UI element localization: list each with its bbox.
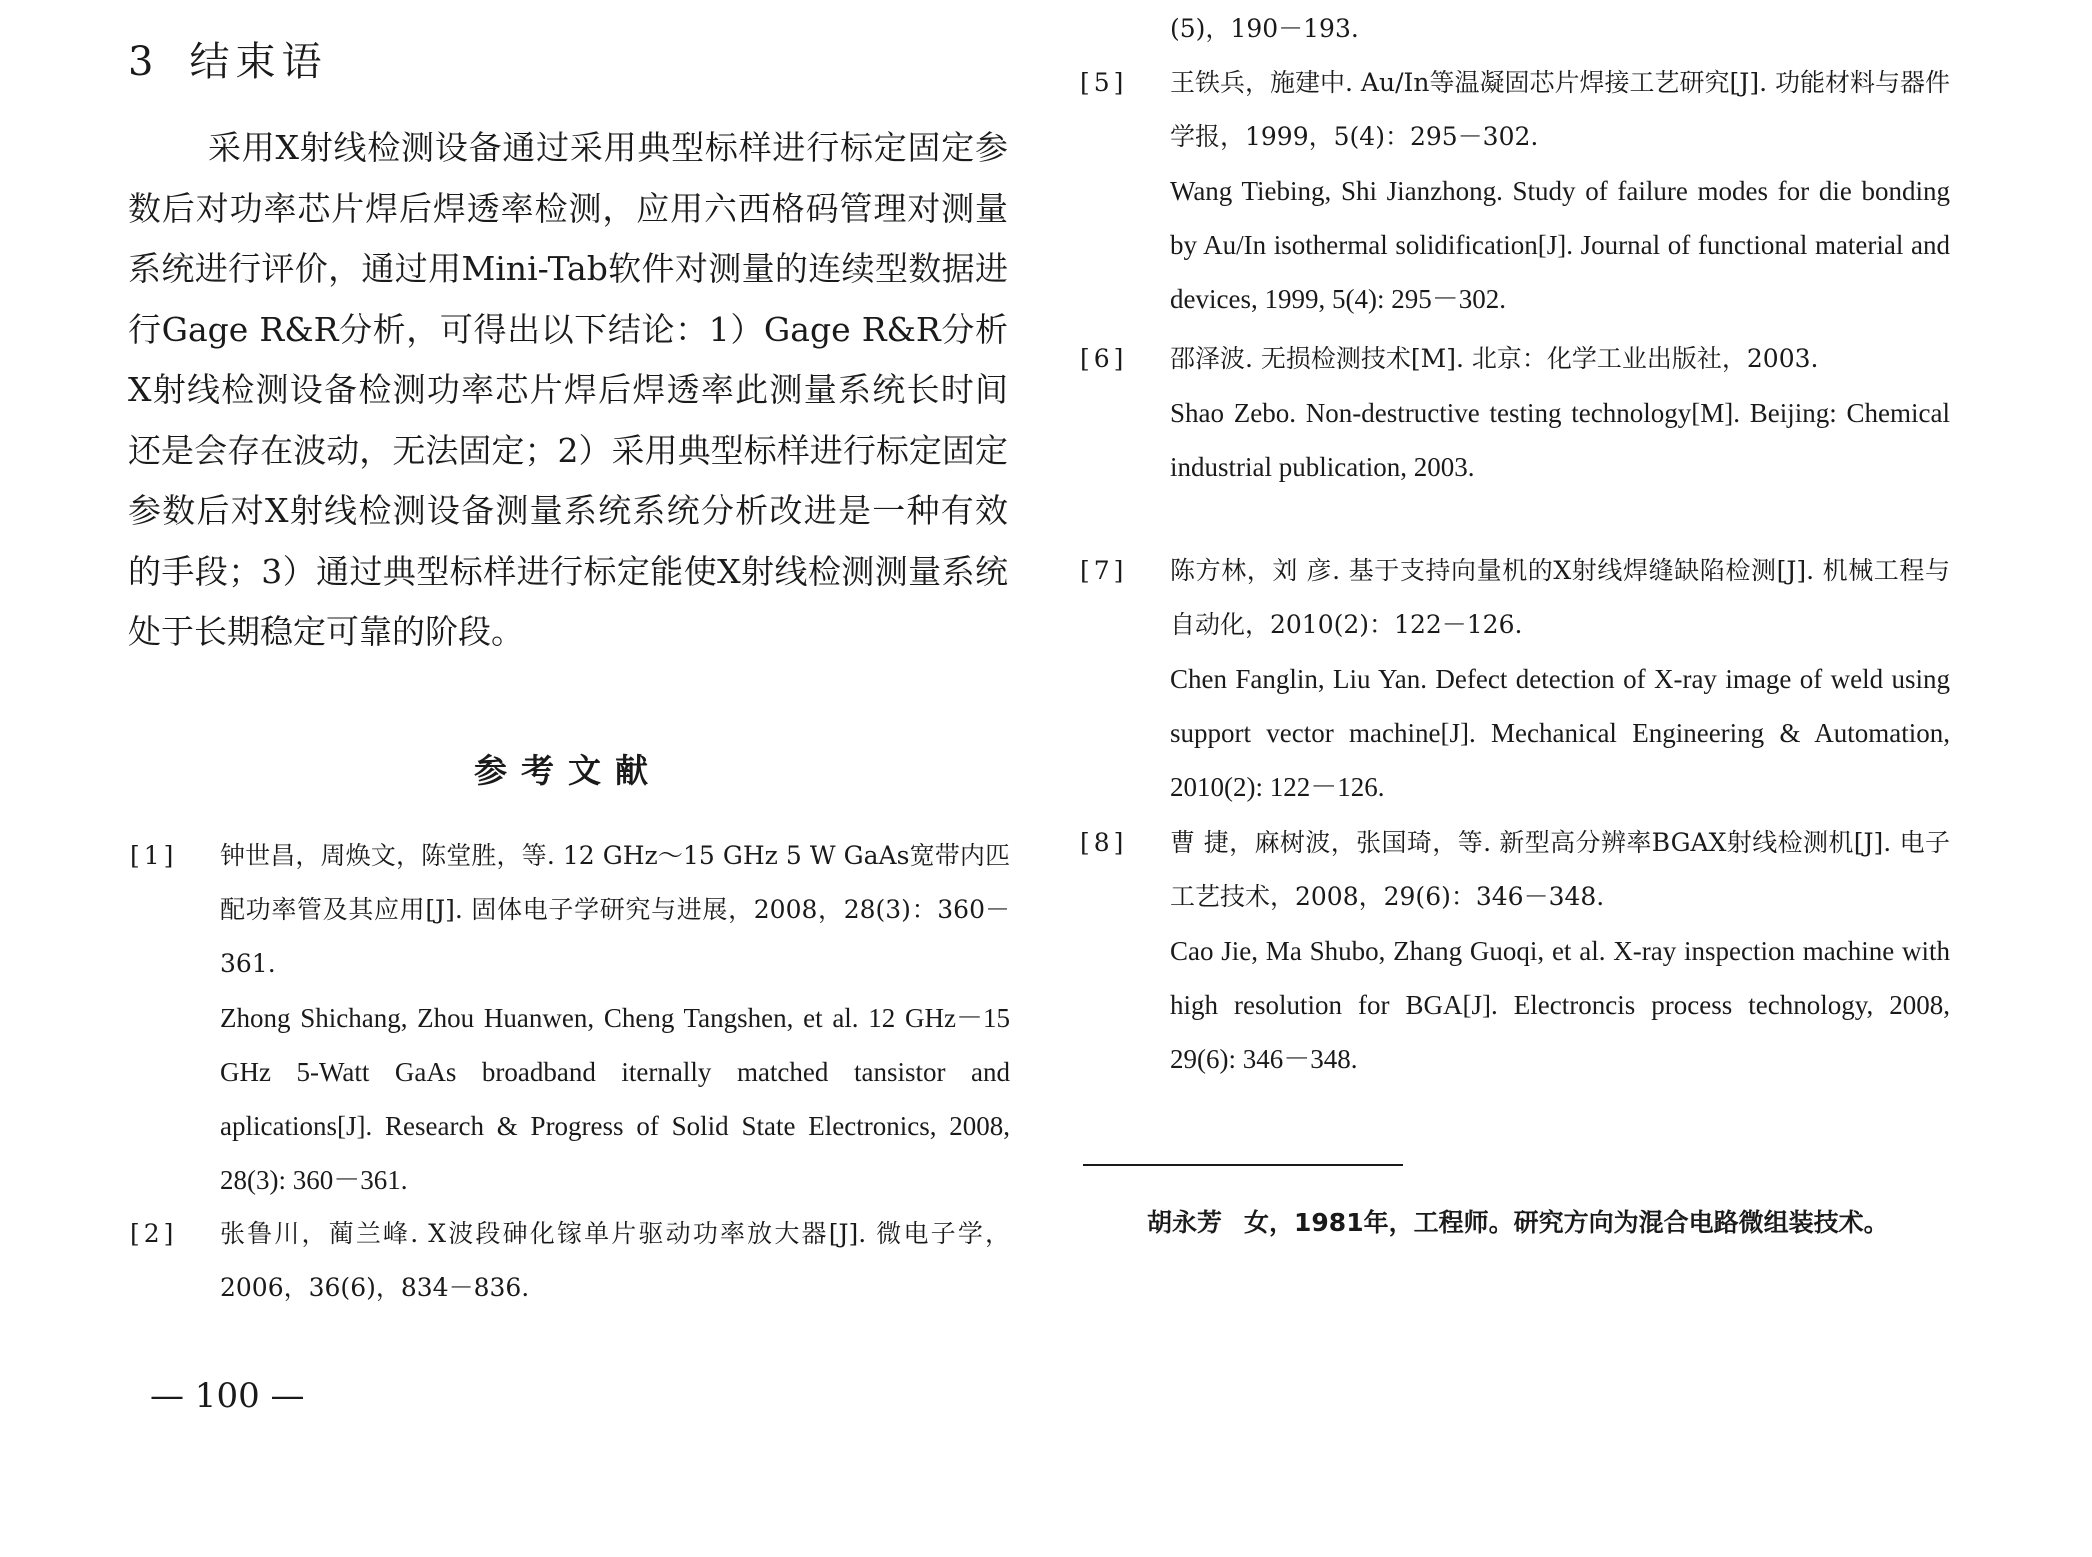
section-heading	[128, 30, 327, 87]
reference-en: Shao Zebo. Non-destructive testing technology[M]. Beijing: Chemical industrial publication, 2003.	[1170, 398, 1950, 482]
section-title: 结束语	[189, 39, 328, 85]
reference-en: Chen Fanglin, Liu Yan. Defect detection of X-ray image of weld using support vector machine[J]. Mechanical Engineering & Automation, 2010(2): 122－126.	[1170, 664, 1950, 802]
reference-en: Zhong Shichang, Zhou Huanwen, Cheng Tangshen, et al. 12 GHz－15 GHz 5-Watt GaAs broadband iternally matched tansistor and aplications[J]. Research & Progress of Solid State Electronics, 2008, 28(3): 360－361.	[220, 1003, 1010, 1195]
reference-en: Cao Jie, Ma Shubo, Zhang Guoqi, et al. X-ray inspection machine with high resolution for BGA[J]. Electroncis process technology, 2008, 29(6): 346－348.	[1170, 936, 1950, 1074]
reference-7	[1080, 544, 1950, 814]
reference-continuation: (5)，190－193.	[1170, 14, 1359, 43]
author-name: 胡永芳	[1147, 1208, 1223, 1237]
footnote-divider	[1083, 1164, 1403, 1166]
section-number: 3	[128, 39, 160, 85]
reference-number: [8]	[1080, 828, 1128, 857]
reference-2	[130, 1207, 1010, 1315]
reference-zh: 曹 捷，麻树波，张国琦，等. 新型高分辨率BGAX射线检测机[J]. 电子工艺技术，2008，29(6)：346－348.	[1170, 828, 1950, 911]
page-number: — 100 —	[150, 1376, 305, 1416]
reference-number: [5]	[1080, 68, 1128, 97]
reference-number: [2]	[130, 1219, 178, 1248]
reference-zh: 钟世昌，周焕文，陈堂胜，等. 12 GHz～15 GHz 5 W GaAs宽带内匹配功率管及其应用[J]. 固体电子学研究与进展，2008，28(3)：360－361.	[220, 841, 1010, 978]
reference-6	[1080, 332, 1950, 494]
reference-en: Wang Tiebing, Shi Jianzhong. Study of failure modes for die bonding by Au/In isothermal solidification[J]. Journal of functional material and devices, 1999, 5(4): 295－302.	[1170, 176, 1950, 314]
reference-zh: 王铁兵，施建中. Au/In等温凝固芯片焊接工艺研究[J]. 功能材料与器件学报，1999，5(4)：295－302.	[1170, 68, 1950, 151]
reference-1	[130, 829, 1010, 1207]
reference-number: [6]	[1080, 344, 1128, 373]
reference-zh: 陈方林，刘 彦. 基于支持向量机的X射线焊缝缺陷检测[J]. 机械工程与自动化，2010(2)：122－126.	[1170, 556, 1950, 639]
reference-zh: 邵泽波. 无损检测技术[M]. 北京：化学工业出版社，2003.	[1170, 344, 1819, 373]
reference-zh: 张鲁川，蔺兰峰. X波段砷化镓单片驱动功率放大器[J]. 微电子学，2006，36(6)，834－836.	[220, 1219, 1010, 1302]
conclusion-paragraph: 采用X射线检测设备通过采用典型标样进行标定固定参数后对功率芯片焊后焊透率检测，应用六西格码管理对测量系统进行评价，通过用Mini-Tab软件对测量的连续型数据进行Gage R&R分析，可得出以下结论：1）Gage R&R分析X射线检测设备检测功率芯片焊后焊透率此测量系统长时间还是会存在波动，无法固定；2）采用典型标样进行标定固定参数后对X射线检测设备测量系统系统分析改进是一种有效的手段；3）通过典型标样进行标定能使X射线检测测量系统处于长期稳定可靠的阶段。	[128, 128, 1008, 651]
author-bio	[1083, 1196, 1948, 1250]
reference-8	[1080, 816, 1950, 1086]
reference-number: [1]	[130, 841, 178, 870]
reference-number: [7]	[1080, 556, 1128, 585]
references-title: 参考文献	[474, 751, 662, 790]
author-description: 女，1981年，工程师。研究方向为混合电路微组装技术。	[1244, 1208, 1889, 1237]
reference-5	[1080, 56, 1950, 326]
